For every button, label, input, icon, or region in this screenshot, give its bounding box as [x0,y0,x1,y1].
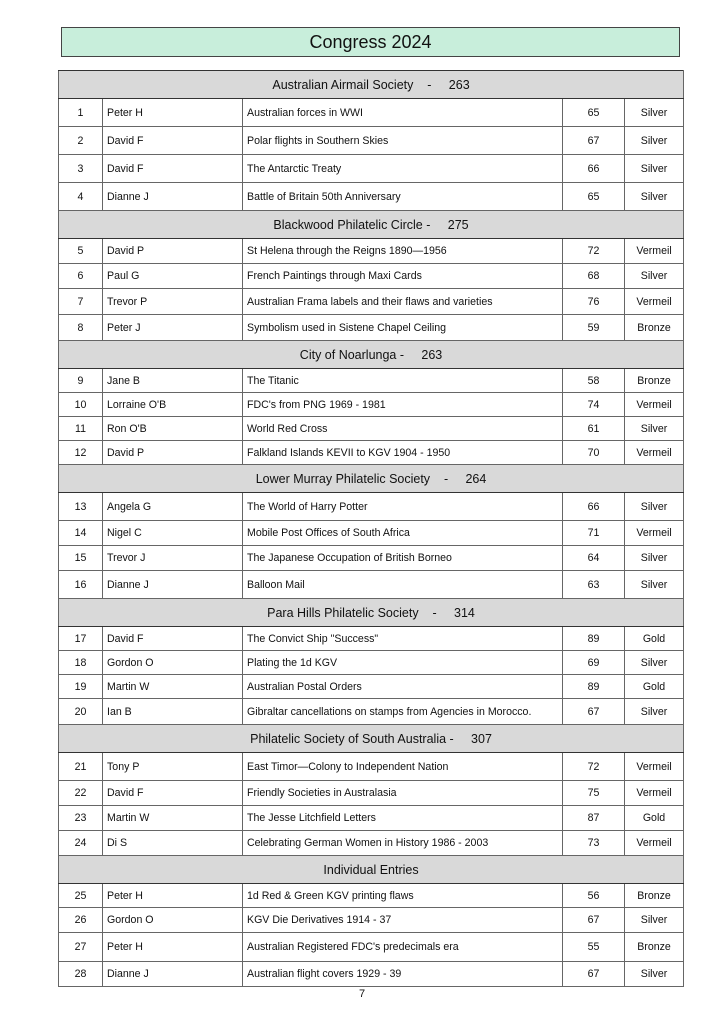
entry-number: 16 [59,571,103,599]
page-number: 7 [358,988,366,1000]
points-value: 76 [563,289,625,315]
table-row [59,908,684,933]
exhibitor-name: Peter H [103,884,243,908]
exhibit-title: East Timor—Colony to Independent Nation [243,753,563,781]
exhibitor-name: Peter J [103,315,243,341]
points-value: 75 [563,781,625,806]
points-value: 69 [563,651,625,675]
medal-award: Vermeil [625,831,684,856]
exhibitor-name: Peter H [103,933,243,962]
exhibitor-name: Peter H [103,99,243,127]
exhibitor-name: Jane B [103,369,243,393]
section-heading: Individual Entries [59,856,684,884]
table-row [59,806,684,831]
entry-number: 17 [59,627,103,651]
exhibit-title: Friendly Societies in Australasia [243,781,563,806]
table-row [59,239,684,264]
entry-number: 9 [59,369,103,393]
table-row [59,831,684,856]
table-row [59,781,684,806]
exhibitor-name: Paul G [103,264,243,289]
entry-number: 15 [59,546,103,571]
exhibitor-name: David F [103,155,243,183]
table-row [59,753,684,781]
exhibit-title: The Convict Ship "Success" [243,627,563,651]
exhibit-title: World Red Cross [243,417,563,441]
medal-award: Gold [625,627,684,651]
exhibit-title: KGV Die Derivatives 1914 - 37 [243,908,563,933]
entry-number: 12 [59,441,103,465]
medal-award: Silver [625,99,684,127]
entry-number: 14 [59,521,103,546]
entry-number: 10 [59,393,103,417]
entry-number: 11 [59,417,103,441]
points-value: 72 [563,239,625,264]
points-value: 66 [563,493,625,521]
entry-number: 2 [59,127,103,155]
exhibit-title: Plating the 1d KGV [243,651,563,675]
section-heading: Para Hills Philatelic Society - 314 [59,599,684,627]
entry-number: 1 [59,99,103,127]
table-row [59,417,684,441]
table-row [59,962,684,987]
section-header [59,725,684,753]
exhibitor-name: David F [103,127,243,155]
section-heading: Lower Murray Philatelic Society - 264 [59,465,684,493]
exhibit-title: The World of Harry Potter [243,493,563,521]
table-row [59,571,684,599]
points-value: 59 [563,315,625,341]
entry-number: 18 [59,651,103,675]
exhibitor-name: Lorraine O'B [103,393,243,417]
exhibitor-name: Ron O'B [103,417,243,441]
points-value: 72 [563,753,625,781]
entry-number: 23 [59,806,103,831]
table-row [59,675,684,699]
entry-number: 7 [59,289,103,315]
medal-award: Vermeil [625,521,684,546]
entry-number: 26 [59,908,103,933]
entry-number: 13 [59,493,103,521]
points-value: 66 [563,155,625,183]
exhibitor-name: Dianne J [103,183,243,211]
points-value: 56 [563,884,625,908]
exhibitor-name: Nigel C [103,521,243,546]
exhibit-title: The Japanese Occupation of British Borneo [243,546,563,571]
entry-number: 25 [59,884,103,908]
points-value: 64 [563,546,625,571]
medal-award: Vermeil [625,239,684,264]
table-row [59,699,684,725]
entry-number: 27 [59,933,103,962]
medal-award: Vermeil [625,781,684,806]
entry-number: 20 [59,699,103,725]
medal-award: Silver [625,155,684,183]
exhibit-title: Australian Registered FDC's predecimals era [243,933,563,962]
exhibit-title: The Antarctic Treaty [243,155,563,183]
points-value: 89 [563,627,625,651]
section-header [59,211,684,239]
exhibit-title: Mobile Post Offices of South Africa [243,521,563,546]
entry-number: 6 [59,264,103,289]
exhibit-title: The Jesse Litchfield Letters [243,806,563,831]
section-header [59,599,684,627]
entry-number: 19 [59,675,103,699]
section-heading: Philatelic Society of South Australia - 307 [59,725,684,753]
medal-award: Silver [625,264,684,289]
table-row [59,627,684,651]
entry-number: 5 [59,239,103,264]
section-heading: Australian Airmail Society - 263 [59,71,684,99]
points-value: 67 [563,699,625,725]
points-value: 65 [563,99,625,127]
table-row [59,884,684,908]
exhibit-title: The Titanic [243,369,563,393]
medal-award: Gold [625,806,684,831]
medal-award: Silver [625,651,684,675]
table-row [59,99,684,127]
medal-award: Silver [625,183,684,211]
medal-award: Silver [625,908,684,933]
exhibitor-name: Angela G [103,493,243,521]
entry-number: 3 [59,155,103,183]
entry-number: 28 [59,962,103,987]
section-header [59,856,684,884]
exhibitor-name: David F [103,627,243,651]
points-value: 68 [563,264,625,289]
points-value: 67 [563,127,625,155]
medal-award: Vermeil [625,289,684,315]
exhibitor-name: David P [103,239,243,264]
table-row [59,933,684,962]
exhibitor-name: Martin W [103,675,243,699]
entry-number: 21 [59,753,103,781]
table-row [59,546,684,571]
exhibit-title: Australian flight covers 1929 - 39 [243,962,563,987]
exhibit-title: Polar flights in Southern Skies [243,127,563,155]
points-value: 65 [563,183,625,211]
table-row [59,127,684,155]
exhibitor-name: Ian B [103,699,243,725]
table-row [59,289,684,315]
points-value: 70 [563,441,625,465]
medal-award: Silver [625,571,684,599]
medal-award: Bronze [625,369,684,393]
table-row [59,183,684,211]
exhibitor-name: Tony P [103,753,243,781]
page-title: Congress 2024 [61,27,680,57]
points-value: 61 [563,417,625,441]
medal-award: Vermeil [625,441,684,465]
exhibit-title: Falkland Islands KEVII to KGV 1904 - 1950 [243,441,563,465]
medal-award: Silver [625,127,684,155]
medal-award: Bronze [625,933,684,962]
section-heading: City of Noarlunga - 263 [59,341,684,369]
medal-award: Bronze [625,884,684,908]
medal-award: Silver [625,493,684,521]
table-row [59,521,684,546]
results-table [58,70,684,987]
points-value: 73 [563,831,625,856]
exhibitor-name: David P [103,441,243,465]
section-header [59,465,684,493]
medal-award: Gold [625,675,684,699]
exhibit-title: FDC's from PNG 1969 - 1981 [243,393,563,417]
points-value: 67 [563,908,625,933]
exhibitor-name: Dianne J [103,571,243,599]
medal-award: Silver [625,417,684,441]
points-value: 67 [563,962,625,987]
table-row [59,315,684,341]
points-value: 74 [563,393,625,417]
entry-number: 22 [59,781,103,806]
exhibitor-name: Trevor P [103,289,243,315]
exhibit-title: St Helena through the Reigns 1890—1956 [243,239,563,264]
exhibit-title: Australian forces in WWI [243,99,563,127]
points-value: 55 [563,933,625,962]
exhibit-title: Balloon Mail [243,571,563,599]
exhibitor-name: Dianne J [103,962,243,987]
exhibit-title: Celebrating German Women in History 1986 - 2003 [243,831,563,856]
medal-award: Silver [625,962,684,987]
medal-award: Silver [625,546,684,571]
table-row [59,155,684,183]
exhibitor-name: David F [103,781,243,806]
entry-number: 24 [59,831,103,856]
points-value: 87 [563,806,625,831]
medal-award: Vermeil [625,753,684,781]
exhibitor-name: Trevor J [103,546,243,571]
exhibit-title: 1d Red & Green KGV printing flaws [243,884,563,908]
table-row [59,493,684,521]
table-row [59,651,684,675]
medal-award: Bronze [625,315,684,341]
medal-award: Vermeil [625,393,684,417]
points-value: 63 [563,571,625,599]
points-value: 58 [563,369,625,393]
entry-number: 8 [59,315,103,341]
table-row [59,369,684,393]
exhibit-title: Symbolism used in Sistene Chapel Ceiling [243,315,563,341]
section-header [59,71,684,99]
entry-number: 4 [59,183,103,211]
table-row [59,393,684,417]
medal-award: Silver [625,699,684,725]
exhibitor-name: Di S [103,831,243,856]
exhibitor-name: Martin W [103,806,243,831]
exhibit-title: Gibraltar cancellations on stamps from Agencies in Morocco. [243,699,563,725]
exhibitor-name: Gordon O [103,908,243,933]
points-value: 89 [563,675,625,699]
section-heading: Blackwood Philatelic Circle - 275 [59,211,684,239]
section-header [59,341,684,369]
table-row [59,264,684,289]
exhibitor-name: Gordon O [103,651,243,675]
points-value: 71 [563,521,625,546]
exhibit-title: Battle of Britain 50th Anniversary [243,183,563,211]
exhibit-title: Australian Frama labels and their flaws and varieties [243,289,563,315]
table-row [59,441,684,465]
exhibit-title: French Paintings through Maxi Cards [243,264,563,289]
exhibit-title: Australian Postal Orders [243,675,563,699]
